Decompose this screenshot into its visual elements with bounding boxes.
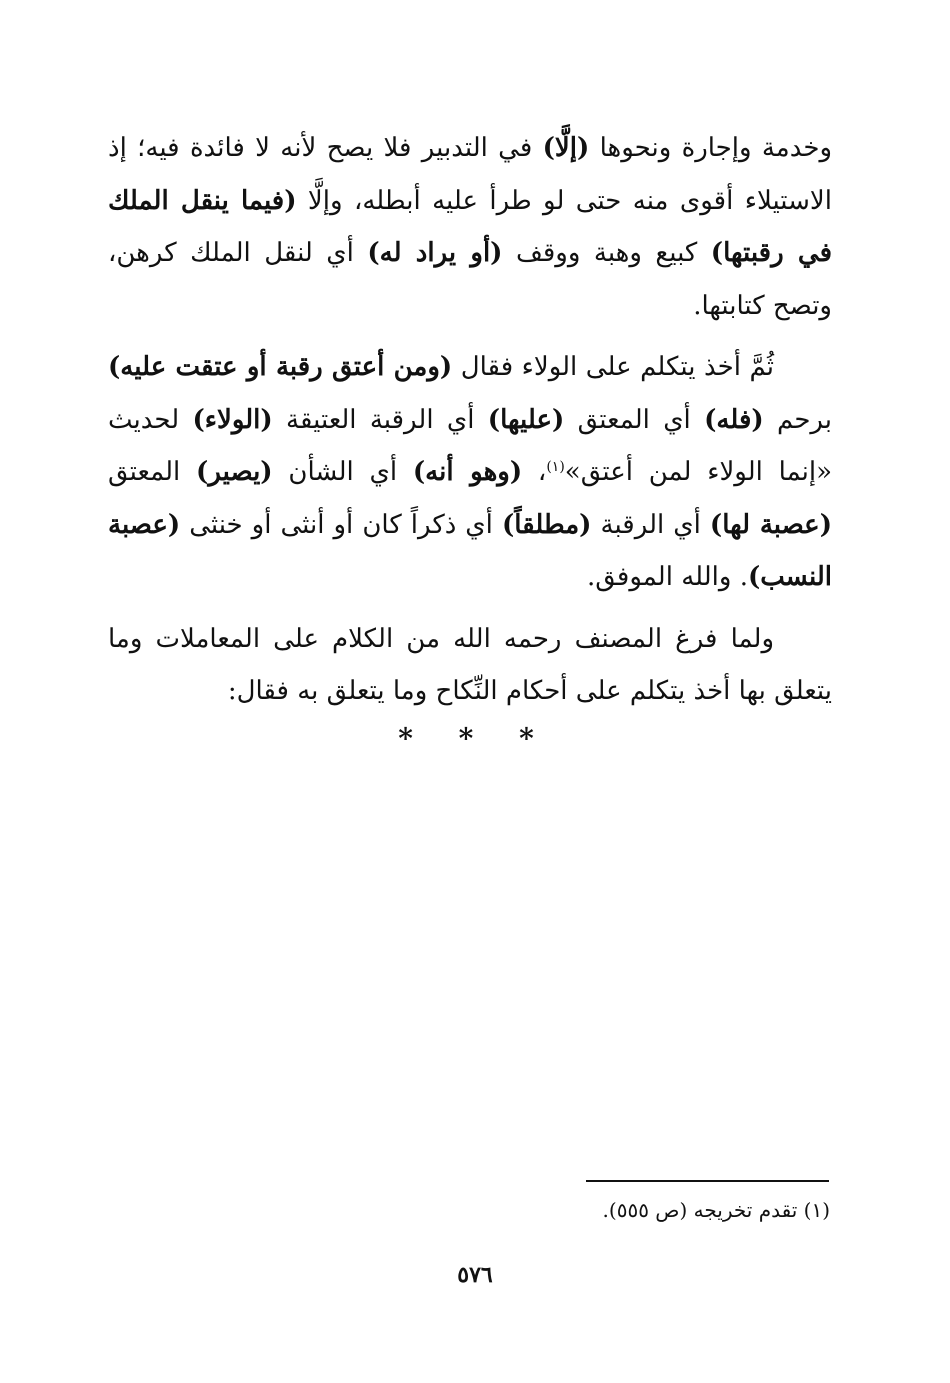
bold-term: (مطلقاً) — [501, 509, 592, 540]
text-run: برحم — [763, 404, 832, 435]
bold-term: (عليها) — [487, 404, 565, 435]
bold-term: (إلَّا) — [542, 133, 590, 163]
text-run: أي لنقل الملك كرهن، وتصح كتابتها. — [108, 238, 832, 321]
text-run: أي الشأن — [272, 457, 413, 487]
bold-term: (الولاء) — [192, 404, 273, 435]
text-run: . والله الموفق. — [586, 562, 748, 592]
footnote: (١) تقدم تخريجه (ص ٥٥٥). — [602, 1198, 830, 1222]
text-run: أي ذكراً كان أو أنثى أو خنثى — [180, 509, 502, 540]
bold-term: (فيما ينقل الملك في رقبتها) — [108, 185, 832, 268]
text-run: أي الرقبة العتيقة — [272, 404, 488, 435]
bold-term: (عصبة النسب) — [108, 509, 832, 592]
bold-term: (أو يراد له) — [367, 238, 503, 268]
text-run: ، — [522, 457, 547, 487]
text-run: أي المعتق — [564, 404, 705, 435]
text-run: ثُمَّ أخذ يتكلم على الولاء فقال — [452, 352, 774, 382]
text-run: وخدمة وإجارة ونحوها — [589, 133, 833, 163]
text-run: لحديث «إنما الولاء لمن أعتق» — [108, 404, 832, 487]
bold-term: (يصير) — [196, 457, 273, 487]
bold-term: (عصبة لها) — [709, 509, 832, 540]
text-run: في التدبير فلا يصح لأنه لا فائدة فيه؛ إذ الاستيلاء أقوى منه حتى لو طرأ عليه أبطله، وإلَّا — [108, 133, 832, 216]
text-run: كبيع وهبة ووقف — [502, 238, 711, 268]
bold-term: (فله) — [704, 404, 764, 435]
paragraph-2 — [108, 341, 832, 604]
paragraph-3 — [108, 613, 832, 718]
text-run: أي الرقبة — [591, 509, 710, 540]
page-number: ٥٧٦ — [457, 1262, 493, 1288]
footnote-reference: (١) — [546, 459, 565, 475]
paragraph-1 — [108, 122, 832, 332]
bold-term: (ومن أعتق رقبة أو عتقت عليه) — [108, 352, 453, 382]
main-text — [108, 122, 832, 718]
text-run: المعتق — [108, 457, 197, 487]
bold-term: (وهو أنه) — [412, 457, 523, 487]
footnote-rule — [586, 1180, 829, 1182]
section-separator: * * * — [398, 722, 552, 755]
text-run: ولما فرغ المصنف رحمه الله من الكلام على المعاملات وما يتعلق بها أخذ يتكلم على أحكام النِّكاح وما يتعلق به فقال: — [108, 623, 832, 706]
